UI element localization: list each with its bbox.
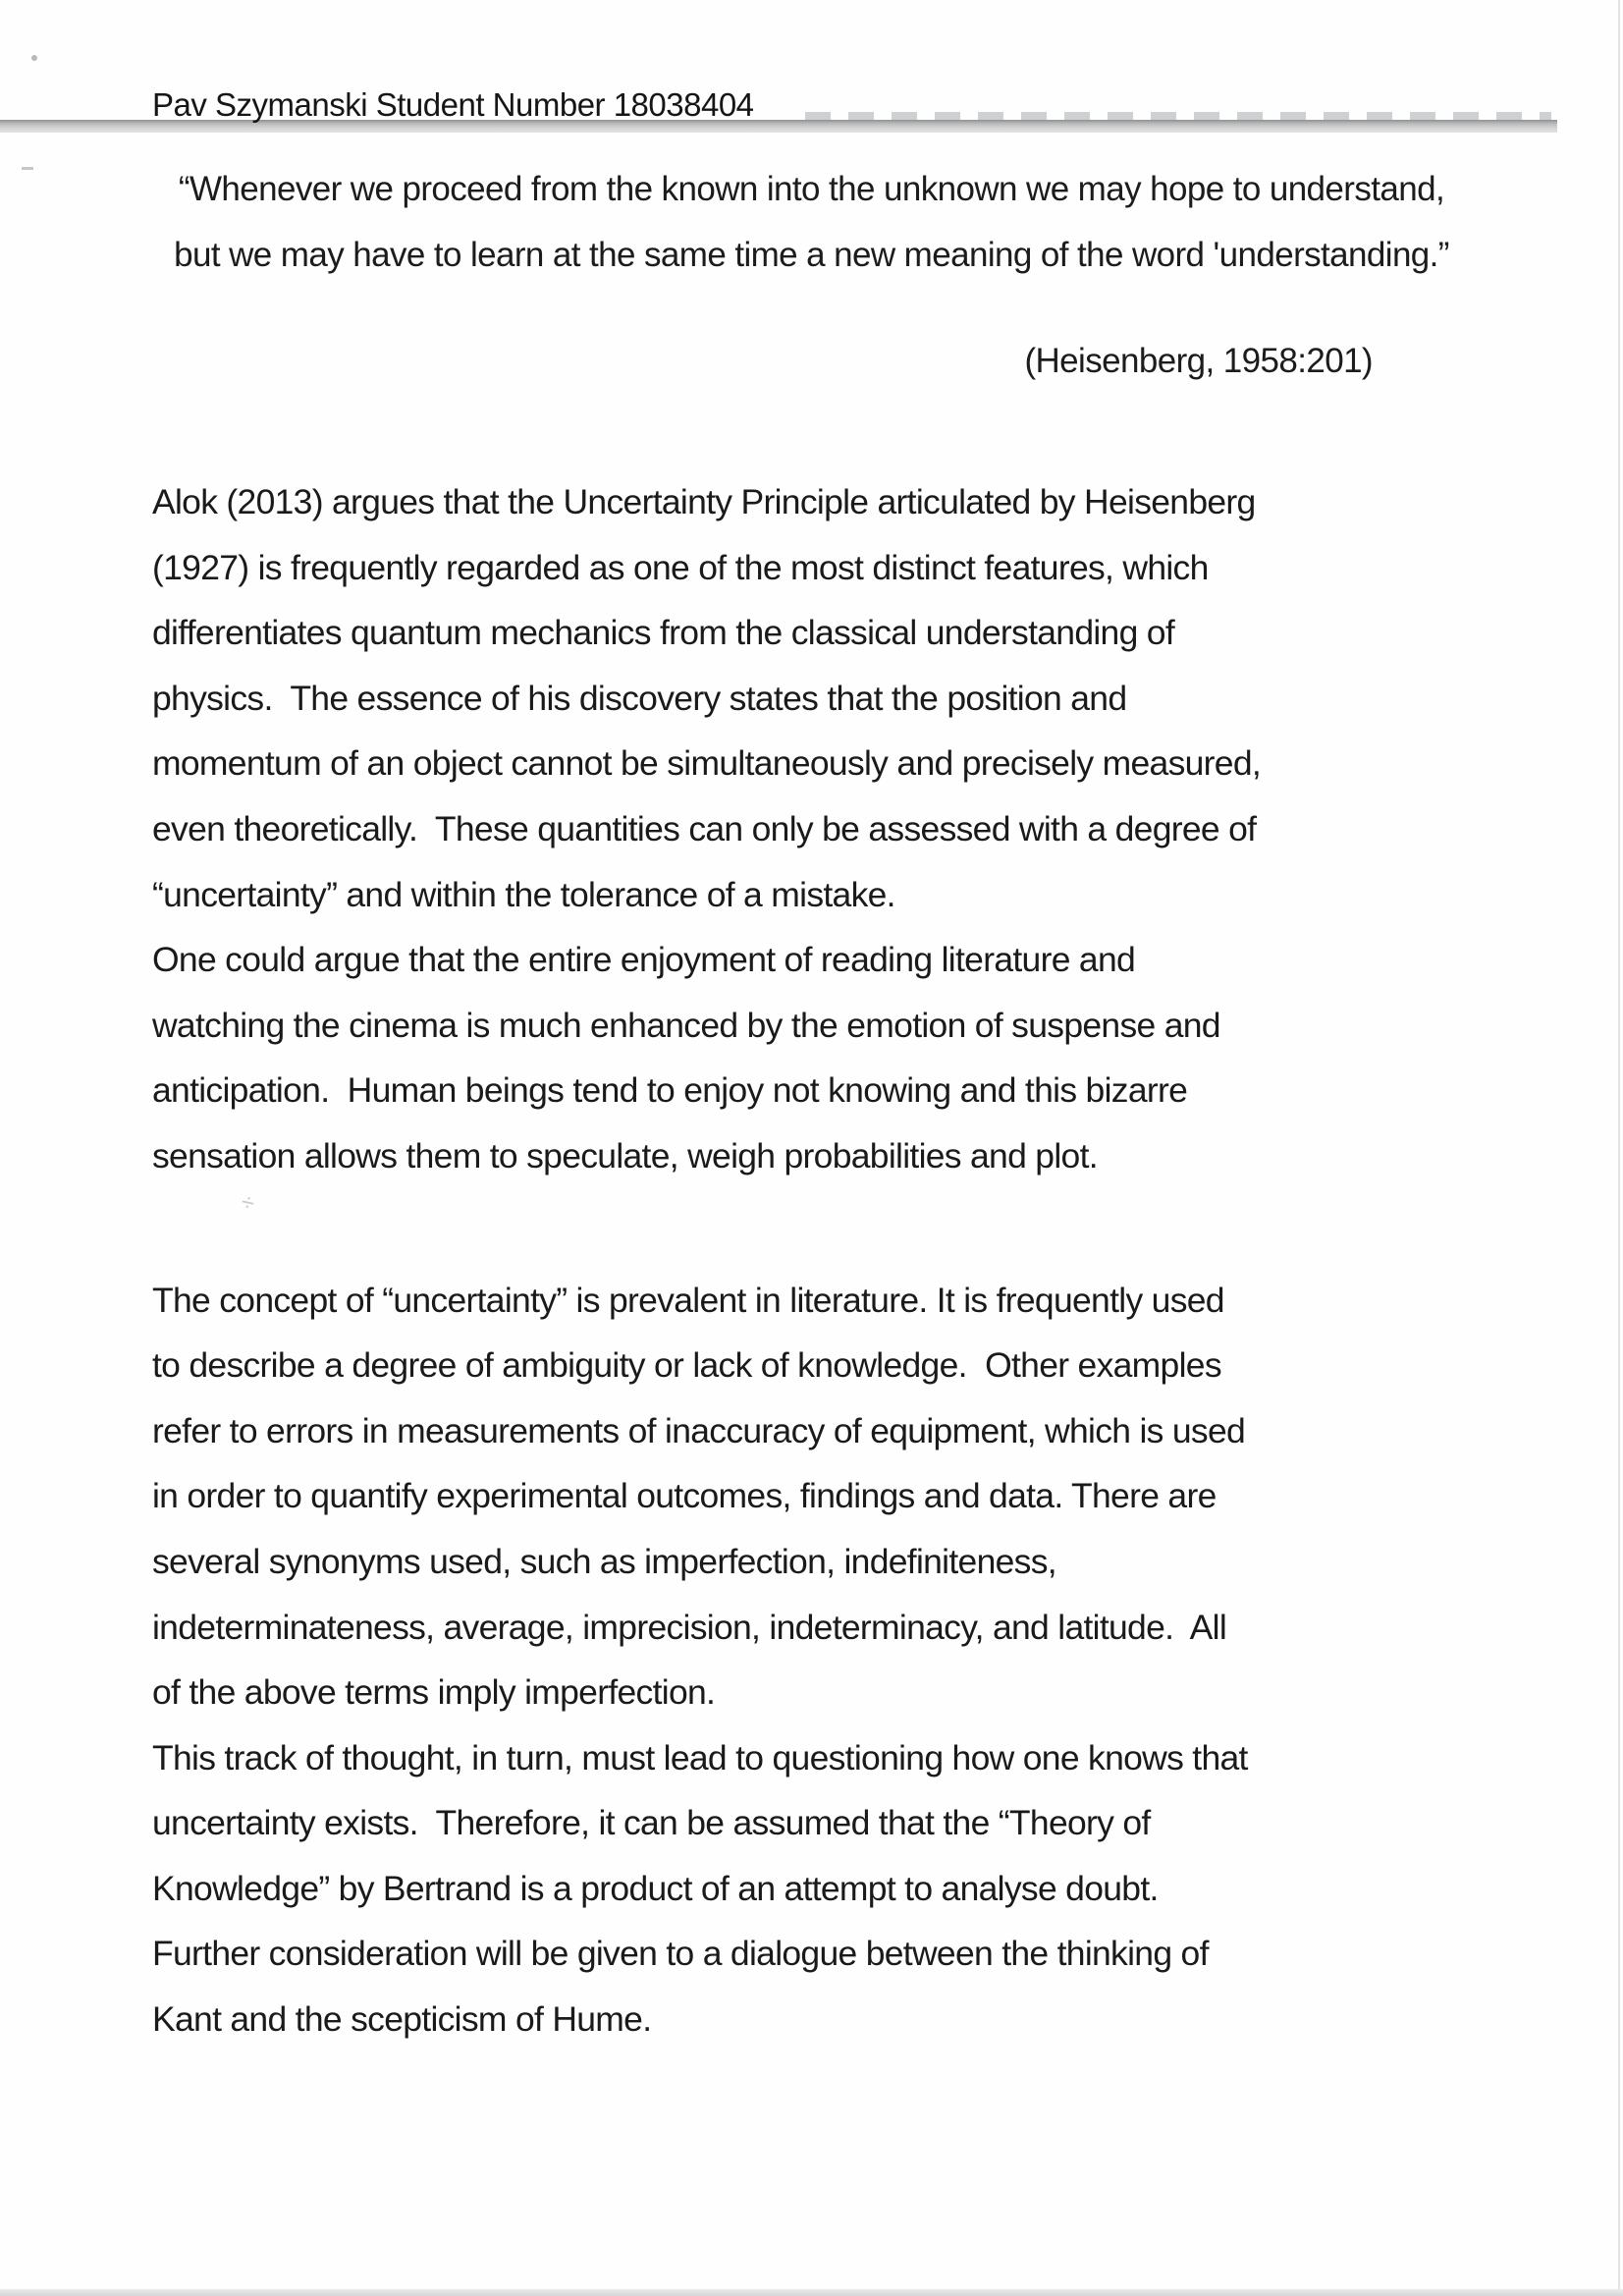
body-line: anticipation. Human beings tend to enjoy not knowing and this bizarre bbox=[152, 1070, 1188, 1111]
body-line: Alok (2013) argues that the Uncertainty Principle articulated by Heisenberg bbox=[152, 482, 1256, 521]
body-line: This track of thought, in turn, must lead to questioning how one knows that bbox=[152, 1737, 1248, 1777]
body-line: watching the cinema is much enhanced by the emotion of suspense and bbox=[152, 1005, 1220, 1045]
body-line: refer to errors in measurements of inaccuracy of equipment, which is used bbox=[152, 1410, 1246, 1450]
body-line: even theoretically. These quantities can only be assessed with a degree of bbox=[152, 808, 1257, 848]
body-line: Further consideration will be given to a dialogue between the thinking of bbox=[152, 1934, 1209, 1974]
scan-speck bbox=[31, 55, 37, 61]
body-line: Knowledge” by Bertrand is a product of an attempt to analyse doubt. bbox=[152, 1868, 1159, 1908]
body-line: differentiates quantum mechanics from the classical understanding of bbox=[152, 613, 1175, 653]
quote-line: “Whenever we proceed from the known into the unknown we may hope to understand, bbox=[178, 170, 1445, 208]
quote-line: but we may have to learn at the same time a new meaning of the word 'understanding.” bbox=[174, 235, 1449, 274]
paragraph bbox=[152, 1268, 1502, 1725]
scan-edge-line bbox=[1618, 0, 1620, 2296]
scan-smudge: ÷ bbox=[239, 1188, 257, 1218]
header-rule-ghost bbox=[805, 112, 1551, 120]
paragraph bbox=[152, 1725, 1502, 2052]
paragraph bbox=[152, 927, 1502, 1188]
page-header: Pav Szymanski Student Number 18038404 bbox=[152, 86, 754, 123]
paragraph bbox=[152, 469, 1502, 927]
body-line: momentum of an object cannot be simultaneously and precisely measured, bbox=[152, 743, 1262, 784]
body-line: sensation allows them to speculate, weigh probabilities and plot. bbox=[152, 1135, 1098, 1175]
body-line: to describe a degree of ambiguity or lack of knowledge. Other examples bbox=[152, 1345, 1221, 1386]
scan-speck bbox=[22, 167, 33, 170]
essay-body bbox=[152, 469, 1502, 2052]
body-line: several synonyms used, such as imperfection, indefiniteness, bbox=[152, 1541, 1056, 1581]
body-line: Kant and the scepticism of Hume. bbox=[152, 1999, 652, 2040]
body-line: “uncertainty” and within the tolerance of a mistake. bbox=[152, 874, 895, 914]
body-line: (1927) is frequently regarded as one of the most distinct features, which bbox=[152, 547, 1209, 587]
body-line: The concept of “uncertainty” is prevalent in literature. It is frequently used bbox=[152, 1280, 1224, 1320]
body-line: physics. The essence of his discovery states that the position and bbox=[152, 678, 1127, 718]
body-line: in order to quantify experimental outcomes, findings and data. There are bbox=[152, 1476, 1217, 1516]
body-line: One could argue that the entire enjoyment of reading literature and bbox=[152, 940, 1136, 980]
body-line: uncertainty exists. Therefore, it can be assumed that the “Theory of bbox=[152, 1803, 1151, 1843]
quote-citation: (Heisenberg, 1958:201) bbox=[1024, 342, 1373, 380]
epigraph-quote bbox=[108, 157, 1515, 288]
scan-bottom-bar bbox=[0, 2289, 1623, 2296]
body-line: indeterminateness, average, imprecision, indeterminacy, and latitude. All bbox=[152, 1607, 1227, 1647]
body-line: of the above terms imply imperfection. bbox=[152, 1672, 716, 1713]
